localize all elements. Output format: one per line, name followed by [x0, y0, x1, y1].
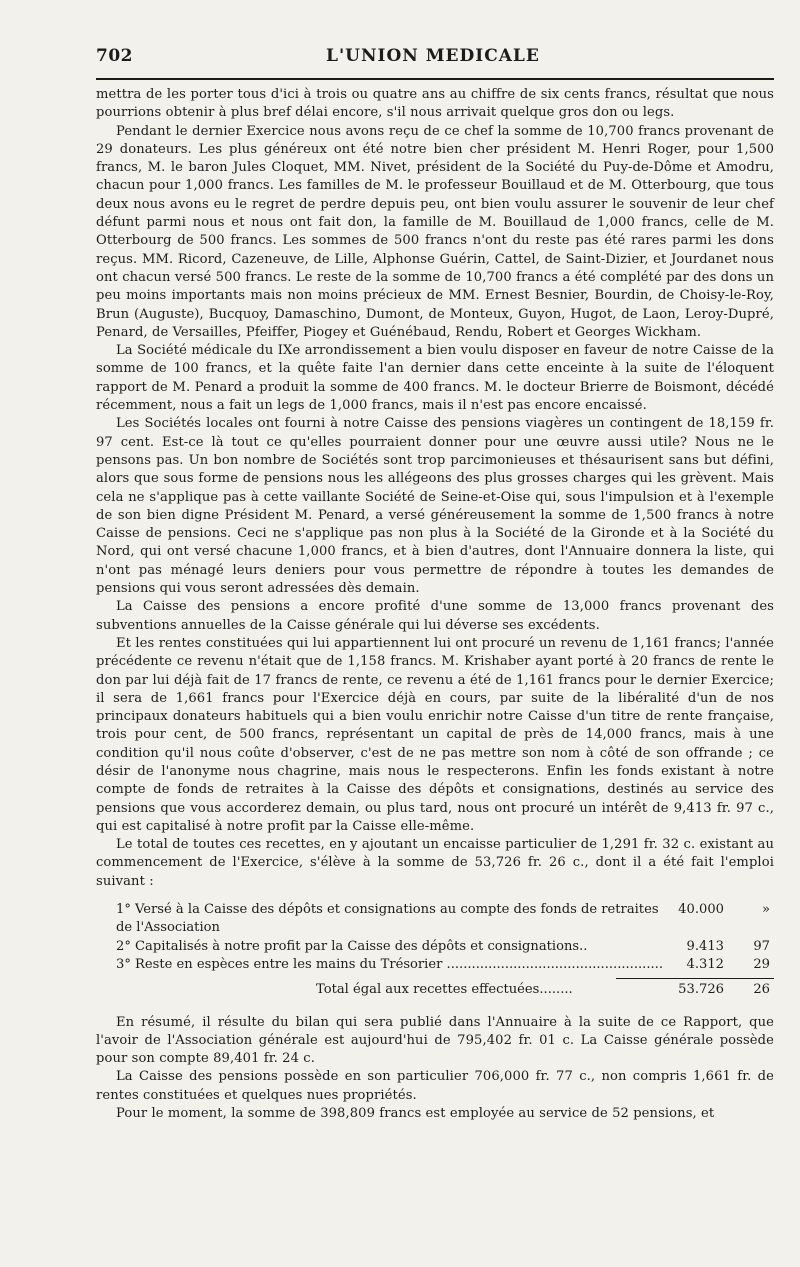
header-rule	[96, 78, 774, 80]
row-francs: 40.000	[678, 902, 724, 918]
paragraph: Le total de toutes ces recettes, en y ajoutant un encaisse particulier de 1,291 fr. 32 c. existant au commencement de l'Exercice, s'élève à la somme de 53,726 fr. 26 c., dont il a été fait l'emploi suivant :	[96, 837, 774, 889]
total-francs: 53.726	[678, 982, 724, 998]
paragraph: Pour le moment, la somme de 398,809 francs est employée au service de 52 pensions, et	[116, 1106, 715, 1122]
table-row	[96, 901, 774, 938]
row-francs: 4.312	[686, 956, 724, 972]
paragraph: La Caisse des pensions a encore profité d'une somme de 13,000 francs provenant des subventions annuelles de la Caisse générale qui lui déverse ses excédents.	[96, 599, 774, 633]
expense-table	[96, 901, 774, 999]
leader-dots	[442, 957, 664, 972]
paragraph: La Caisse des pensions possède en son particulier 706,000 fr. 77 c., non compris 1,661 fr. de rentes constituées et quelques nues propriétés.	[96, 1069, 774, 1103]
row-label: 2° Capitalisés à notre profit par la Caisse des dépôts et consignations..	[116, 938, 588, 954]
row-label: 3° Reste en espèces entre les mains du Trésorier	[116, 956, 443, 972]
total-rule	[616, 978, 774, 979]
total-label: Total égal aux recettes effectuées........	[316, 982, 573, 998]
row-francs: 9.413	[686, 938, 724, 954]
page-number: 702	[96, 46, 133, 66]
total-row	[96, 981, 774, 999]
paragraph: Les Sociétés locales ont fourni à notre Caisse des pensions viagères un contingent de 18,159 fr. 97 cent. Est-ce là tout ce qu'elles pourraient donner pour une œuvre aussi utile? Nous ne le pensons pas. Un bon nombre de Sociétés sont trop parcimonieuses et thésaurisent sans but défini, alors que sous forme de pensions nous les allégeons des plus grosses charges qui les grèvent. Mais cela ne s'applique pas à cette vaillante Société de Seine-et-Oise qui, sous l'impulsion et à l'exemple de son bien digne Président M. Penard, a versé généreusement la somme de 1,500 francs à notre Caisse de pensions. Ceci ne s'applique pas non plus à la Société de la Gironde et à la Société du Nord, qui ont versé chacune 1,000 francs, et à bien d'autres, dont l'Annuaire donnera la liste, qui n'ont pas ménagé leurs deniers pour vous permettre de répondre à toutes les demandes de pensions qui vous seront adressées dès demain.	[96, 416, 774, 597]
paragraph: mettra de les porter tous d'ici à trois ou quatre ans au chiffre de six cents francs, résultat que nous pourrions obtenir à plus bref délai encore, s'il nous arrivait quelque gros don ou legs.	[96, 87, 774, 121]
page-header	[96, 46, 774, 66]
paragraph: La Société médicale du IXe arrondissement a bien voulu disposer en faveur de notre Caisse de la somme de 100 francs, et la quête faite l'an dernier dans cette enceinte à la suite de l'éloquent rapport de M. Penard a produit la somme de 400 francs. M. le docteur Brierre de Boismont, décédé récemment, nous a fait un legs de 1,000 francs, mais il n'est pas encore encaissé.	[96, 343, 774, 414]
row-cents: 97	[753, 938, 770, 954]
table-row	[96, 956, 774, 974]
paragraph: Pendant le dernier Exercice nous avons reçu de ce chef la somme de 10,700 francs provenant de 29 donateurs. Les plus généreux ont été notre bien cher président M. Henri Roger, pour 1,500 francs, M. le baron Jules Cloquet, MM. Nivet, président de la Société du Puy-de-Dôme et Amodru, chacun pour 1,000 francs. Les familles de M. le professeur Bouillaud et de M. Otterbourg, que tous deux nous avons eu le regret de perdre depuis peu, ont bien voulu assurer le souvenir de leur chef défunt parmi nous et nous ont fait don, la famille de M. Bouillaud de 1,000 francs, celle de M. Otterbourg de 500 francs. Les sommes de 500 francs n'ont du reste pas été rares parmi les dons reçus. MM. Ricord, Cazeneuve, de Lille, Alphonse Guérin, Cattel, de Saint-Dizier, et Jourdanet nous ont chacun versé 500 francs. Le reste de la somme de 10,700 francs a été complété par des dons un peu moins importants mais non moins précieux de MM. Ernest Besnier, Bourdin, de Choisy-le-Roy, Brun (Auguste), Bucquoy, Damaschino, Dumont, de Monteux, Guyon, Hugot, de Laon, Leroy-Dupré, Penard, de Versailles, Pfeiffer, Piogey et Guénébaud, Rendu, Robert et Georges Wickham.	[96, 123, 774, 340]
row-cents: 29	[753, 956, 770, 972]
journal-title: L'UNION MEDICALE	[326, 46, 540, 66]
table-row	[96, 938, 774, 956]
paragraph: Et les rentes constituées qui lui appartiennent lui ont procuré un revenu de 1,161 francs; l'année précédente ce revenu n'était que de 1,158 francs. M. Krishaber ayant porté à 20 francs de rente le don par lui déjà fait de 17 francs de rente, ce revenu a été de 1,161 francs pour le dernier Exercice; il sera de 1,661 francs pour l'Exercice déjà en cours, par suite de la libéralité d'un de nos principaux donateurs habituels qui a bien voulu enrichir notre Caisse d'un titre de rente française, trois pour cent, de 500 francs, représentant un capital de près de 14,000 francs, mais à une condition qu'il nous coûte d'observer, c'est de ne pas mettre son nom à côté de son offrande ; ce désir de l'anonyme nous chagrine, mais nous le respecterons. Enfin les fonds existant à notre compte de fonds de retraites à la Caisse des dépôts et consignations, destinés au service des pensions que vous accorderez demain, ou plus tard, nous ont procuré un intérêt de 9,413 fr. 97 c., qui est capitalisé à notre profit par la Caisse elle-même.	[96, 635, 774, 834]
total-cents: 26	[753, 982, 770, 998]
paragraph: En résumé, il résulte du bilan qui sera publié dans l'Annuaire à la suite de ce Rapport, que l'avoir de l'Association générale est aujourd'hui de 795,402 fr. 01 c. La Caisse générale possède pour son compte 89,401 fr. 24 c.	[96, 1014, 774, 1067]
row-cents: »	[761, 902, 770, 918]
row-label: 1° Versé à la Caisse des dépôts et consignations au compte des fonds de retraites de l'Association	[116, 902, 659, 936]
article-body	[96, 86, 774, 1123]
